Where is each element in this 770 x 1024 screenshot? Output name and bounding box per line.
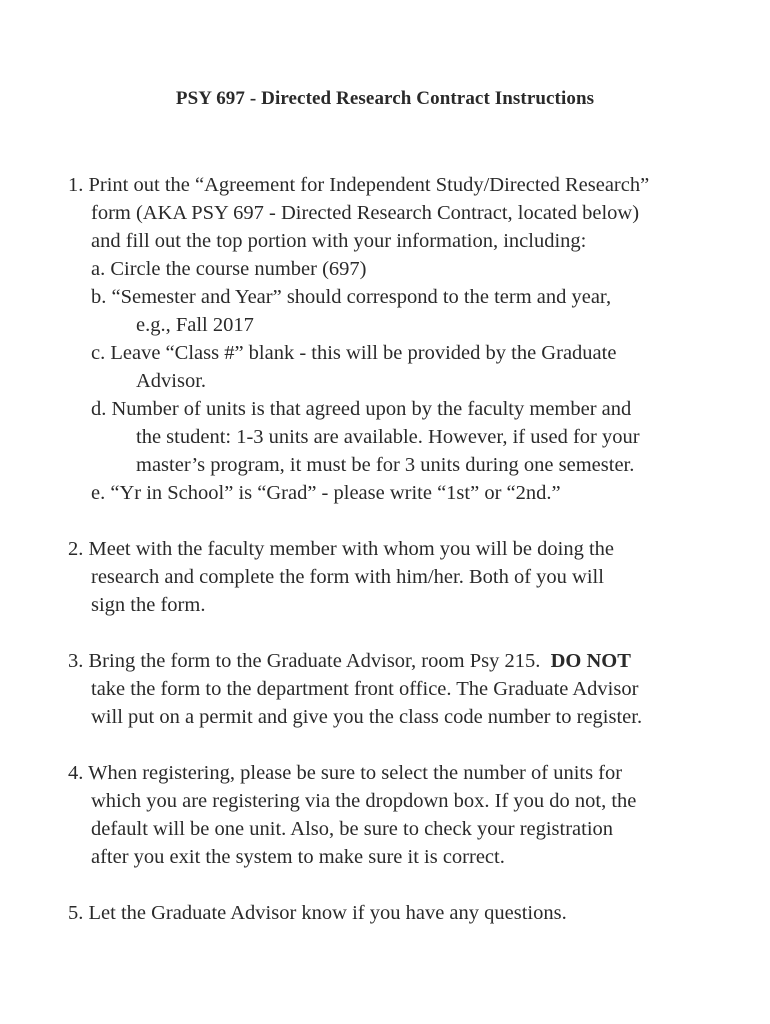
item-4-line-1: 4. When registering, please be sure to select the number of units for <box>68 762 623 784</box>
item-1d-line-1: d. Number of units is that agreed upon by the faculty member and <box>91 398 632 420</box>
do-not-emphasis: DO NOT <box>550 650 631 672</box>
item-3-line-1-text: 3. Bring the form to the Graduate Advisor, room Psy 215. <box>68 650 551 672</box>
item-2-line-2: research and complete the form with him/her. Both of you will <box>91 566 604 588</box>
item-3-line-1 <box>68 647 631 675</box>
item-1e-line-1: e. “Yr in School” is “Grad” - please write “1st” or “2nd.” <box>91 482 561 504</box>
item-1b-line-1: b. “Semester and Year” should correspond to the term and year, <box>91 286 612 308</box>
item-1c-line-1: c. Leave “Class #” blank - this will be provided by the Graduate <box>91 342 617 364</box>
item-1-line-2: form (AKA PSY 697 - Directed Research Contract, located below) <box>91 202 640 224</box>
item-4-line-4: after you exit the system to make sure it is correct. <box>91 846 505 868</box>
item-1-line-3: and fill out the top portion with your information, including: <box>91 230 587 252</box>
item-3-line-2: take the form to the department front office. The Graduate Advisor <box>91 678 639 700</box>
item-2-line-3: sign the form. <box>91 594 206 616</box>
item-4-line-3: default will be one unit. Also, be sure to check your registration <box>91 818 614 840</box>
item-1a-line-1: a. Circle the course number (697) <box>91 258 367 280</box>
item-1d-line-2: the student: 1-3 units are available. However, if used for your <box>136 426 640 448</box>
item-1d-line-3: master’s program, it must be for 3 units during one semester. <box>136 454 635 476</box>
item-1b-line-2: e.g., Fall 2017 <box>136 314 254 336</box>
item-5-line-1: 5. Let the Graduate Advisor know if you have any questions. <box>68 902 567 924</box>
item-3-line-3: will put on a permit and give you the class code number to register. <box>91 706 643 728</box>
item-1c-line-2: Advisor. <box>136 370 207 392</box>
page-title: PSY 697 - Directed Research Contract Instructions <box>175 88 595 109</box>
item-4-line-2: which you are registering via the dropdown box. If you do not, the <box>91 790 637 812</box>
item-1-line-1: 1. Print out the “Agreement for Independent Study/Directed Research” <box>68 174 650 196</box>
item-2-line-1: 2. Meet with the faculty member with whom you will be doing the <box>68 538 614 560</box>
